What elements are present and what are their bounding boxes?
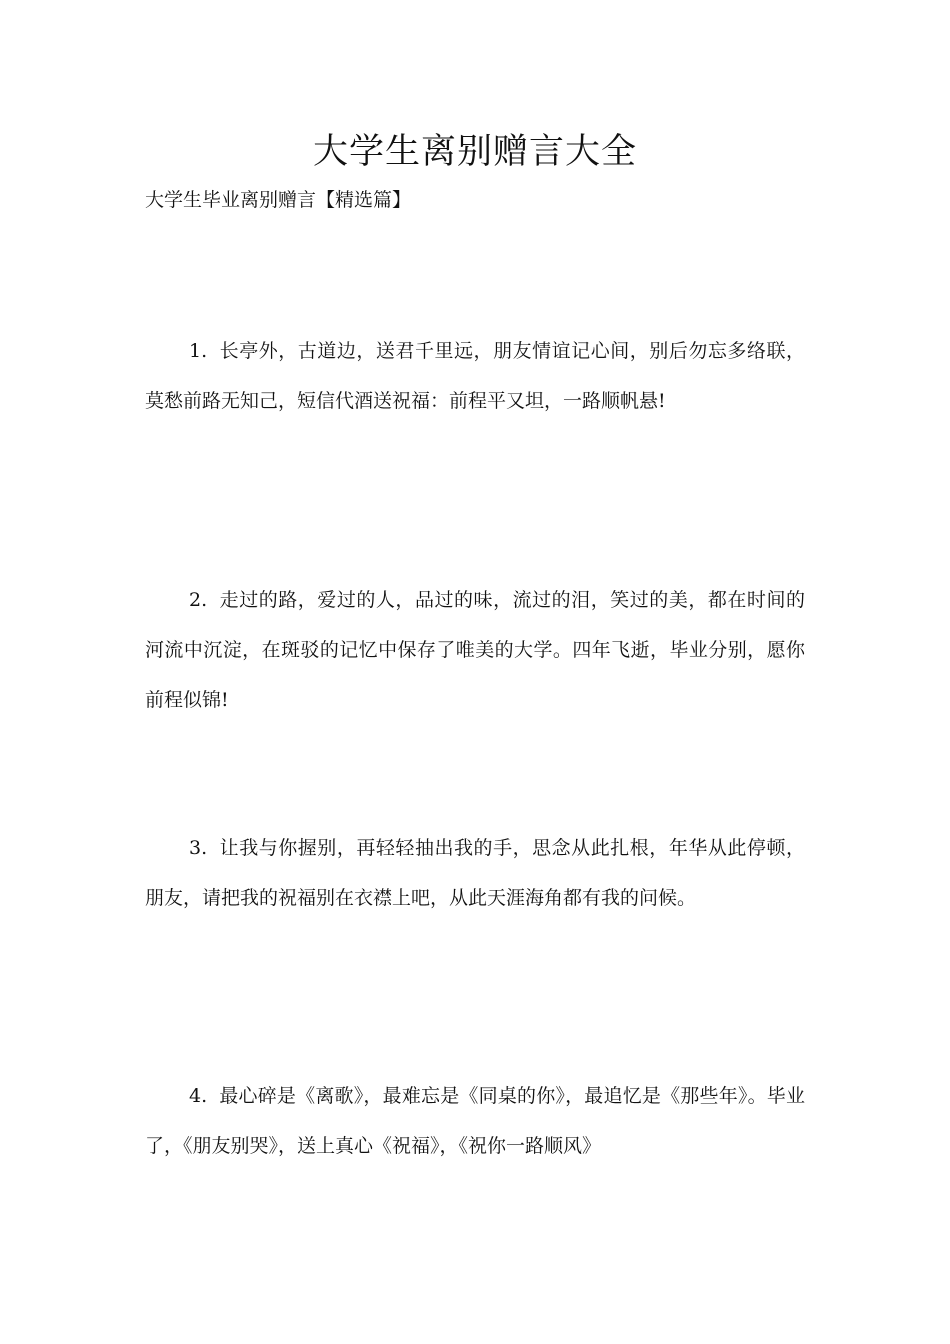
paragraph-text: 长亭外，古道边，送君千里远，朋友情谊记心间，别后勿忘多络联，莫愁前路无知己，短信代酒送祝福：前程平又坦，一路顺帆悬! <box>145 340 805 412</box>
paragraph-text: 最心碎是《离歌》，最难忘是《同桌的你》，最追忆是《那些年》。毕业了，《朋友别哭》，送上真心《祝福》，《祝你一路顺风》 <box>145 1085 805 1157</box>
paragraph-number: 1. <box>189 340 208 362</box>
paragraph-2 <box>145 575 805 725</box>
paragraph-4 <box>145 1071 805 1171</box>
section-subtitle: 大学生毕业离别赠言【精选篇】 <box>145 189 412 211</box>
paragraph-number: 3. <box>189 837 208 859</box>
paragraph-text: 让我与你握别，再轻轻抽出我的手，思念从此扎根，年华从此停顿，朋友，请把我的祝福别在衣襟上吧，从此天涯海角都有我的问候。 <box>145 837 805 909</box>
paragraph-text: 走过的路，爱过的人，品过的味，流过的泪，笑过的美，都在时间的河流中沉淀，在斑驳的记忆中保存了唯美的大学。四年飞逝，毕业分别，愿你前程似锦! <box>145 589 805 711</box>
paragraph-1 <box>145 326 805 426</box>
paragraph-3 <box>145 823 805 923</box>
page-title: 大学生离别赠言大全 <box>312 132 637 172</box>
paragraph-number: 4. <box>189 1085 208 1107</box>
paragraph-number: 2. <box>189 589 208 611</box>
